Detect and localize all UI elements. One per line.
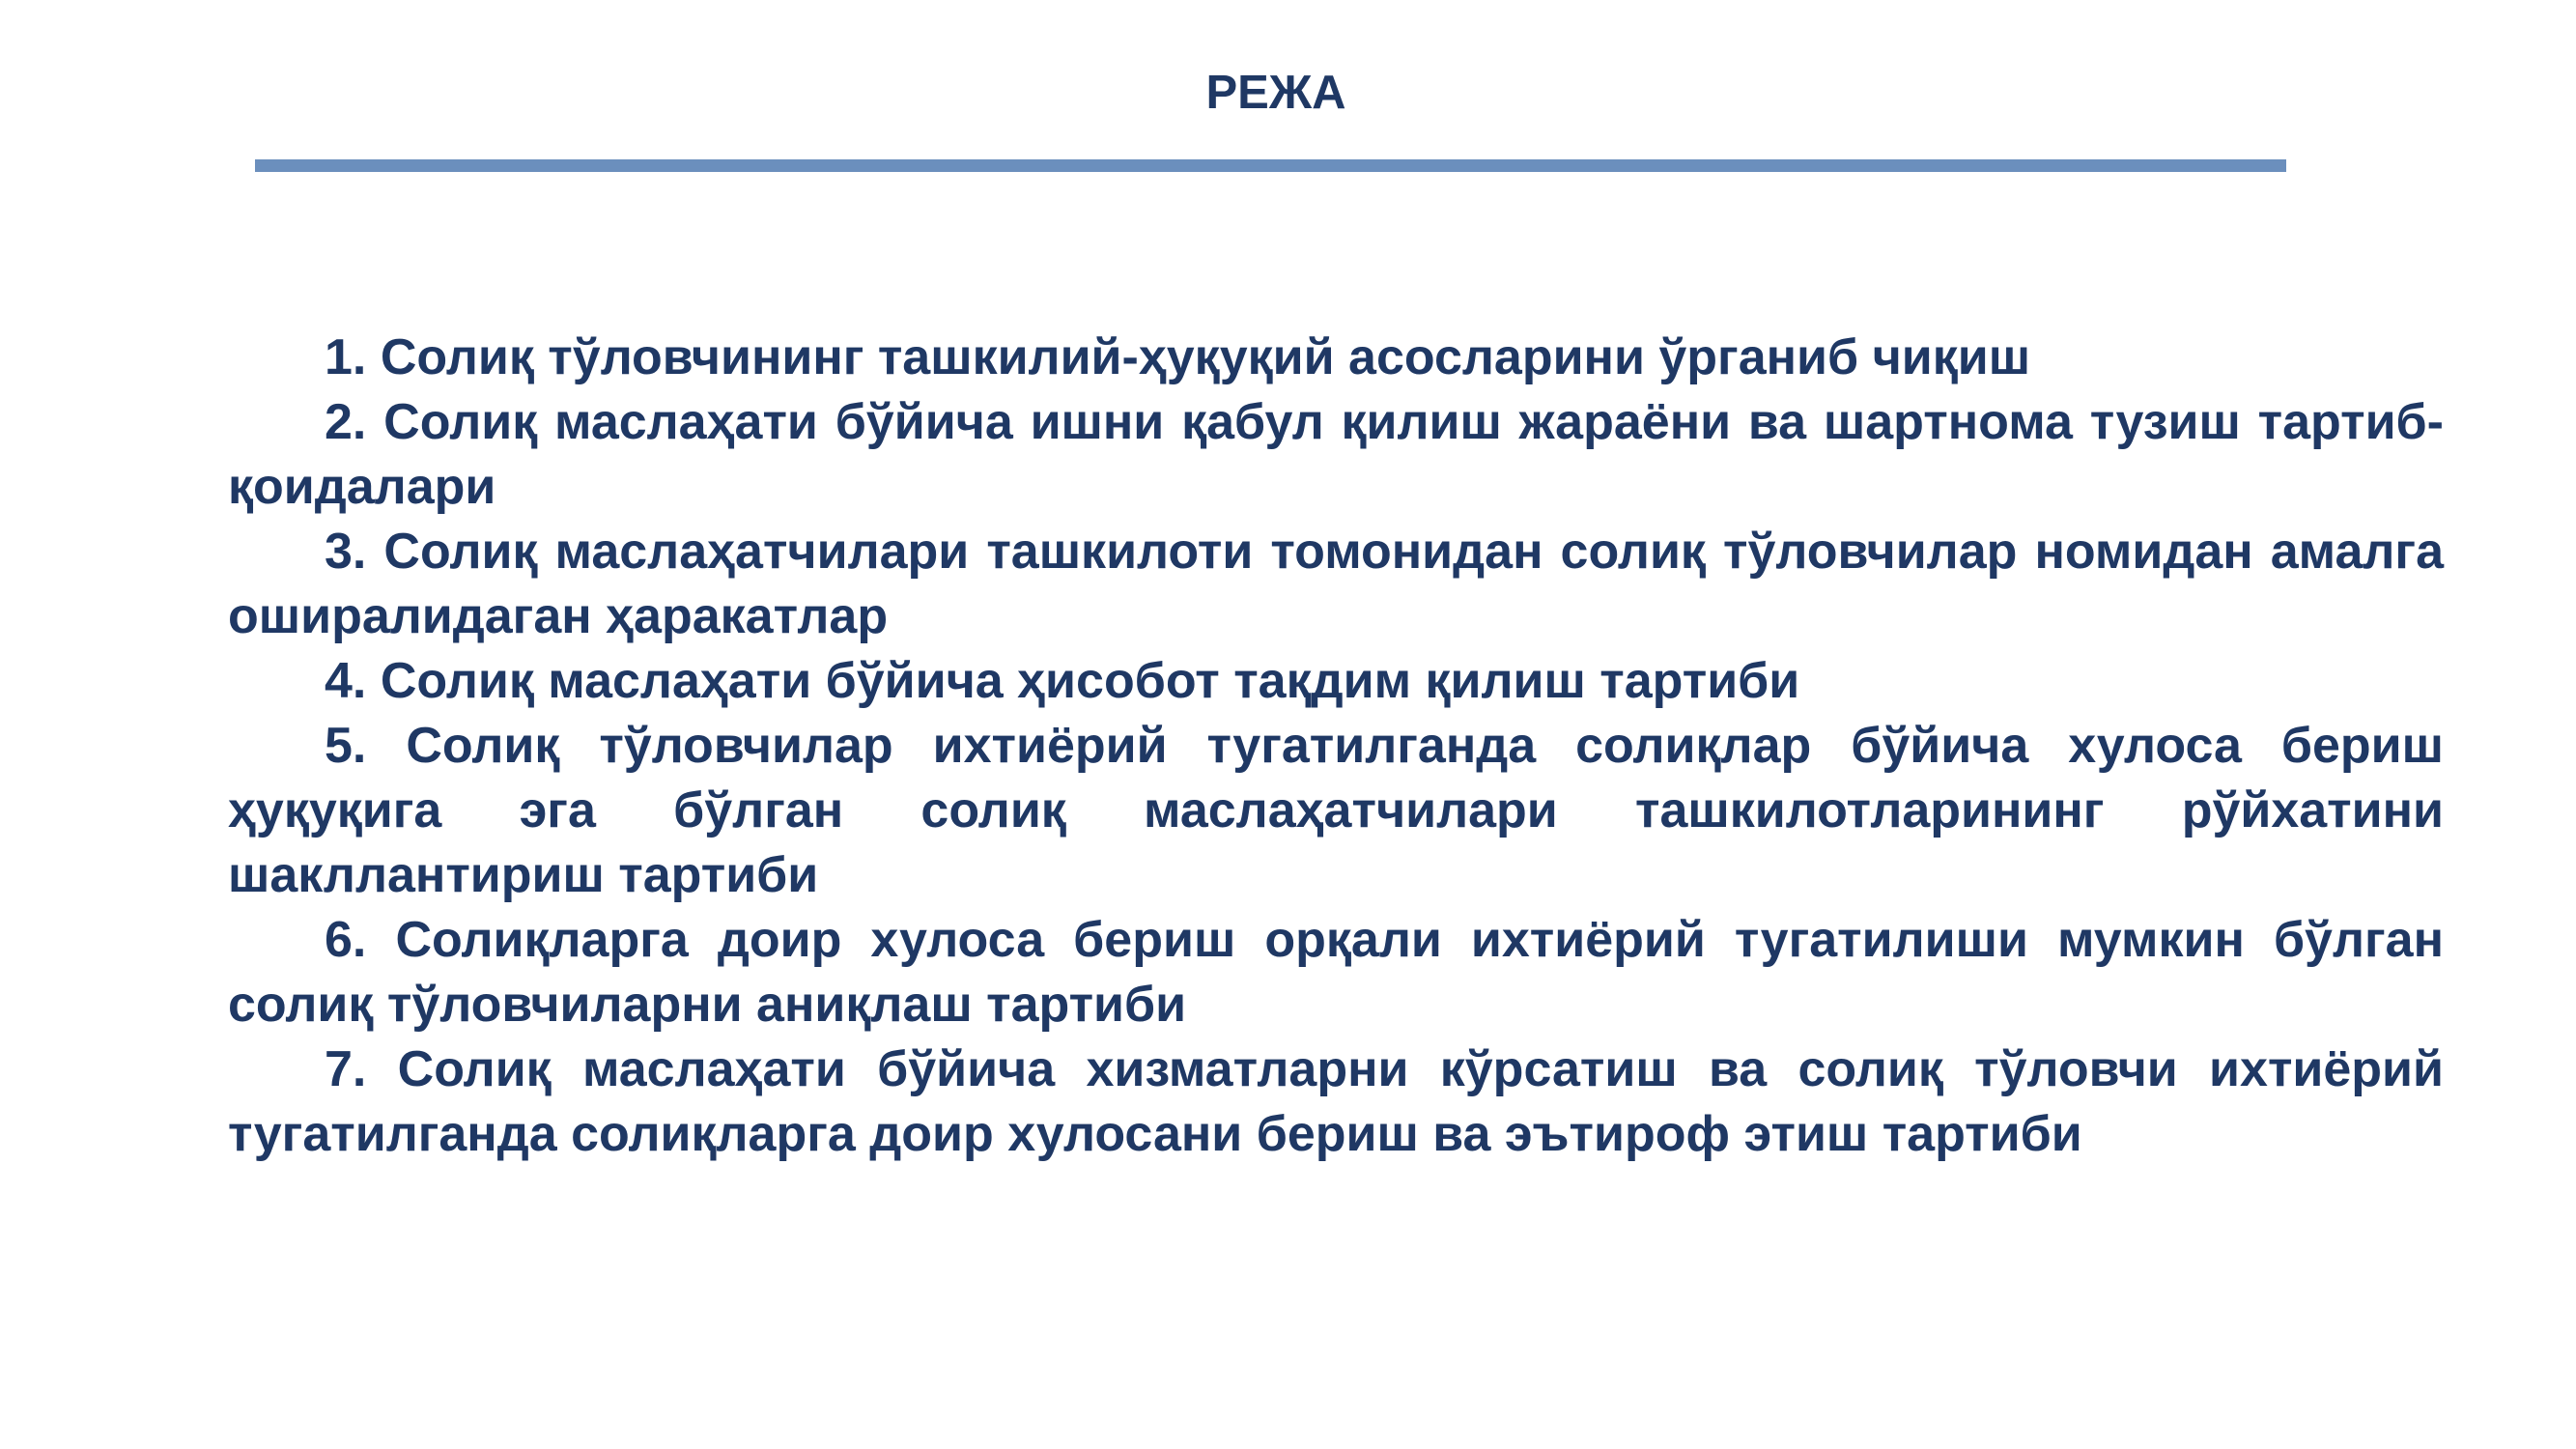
plan-item: 5. Солиқ тўловчилар ихтиёрий тугатилганда солиқлар бўйича хулоса бериш ҳуқуқига эга бўлган солиқ маслаҳатчилари ташкилотларининг рўйхатини шакллантириш тартиби — [228, 718, 2444, 903]
plan-item: 1. Солиқ тўловчининг ташкилий-ҳуқуқий асосларини ўрганиб чиқиш — [325, 329, 2031, 385]
plan-item: 3. Солиқ маслаҳатчилари ташкилоти томонидан солиқ тўловчилар номидан амалга ошиpалидаган ҳаракатлар — [228, 524, 2444, 644]
plan-list — [228, 326, 2444, 1167]
plan-item: 4. Солиқ маслаҳати бўйича ҳисобот тақдим қилиш тартиби — [325, 653, 1800, 709]
title-divider — [255, 159, 2286, 172]
plan-item: 2. Солиқ маслаҳати бўйича ишни қабул қилиш жараёни ва шартнома тузиш тартиб-қоидалари — [228, 394, 2444, 515]
plan-item: 7. Солиқ маслаҳати бўйича хизматларни кўрсатиш ва солиқ тўловчи ихтиёрий тугатилганда солиқларга доир хулосани бериш ва эътироф этиш тартиби — [228, 1041, 2444, 1162]
slide-title: РЕЖА — [1205, 67, 1346, 119]
plan-item: 6. Солиқларга доир хулоса бериш орқали ихтиёрий тугатилиши мумкин бўлган солиқ тўловчиларни аниқлаш тартиби — [228, 912, 2444, 1033]
